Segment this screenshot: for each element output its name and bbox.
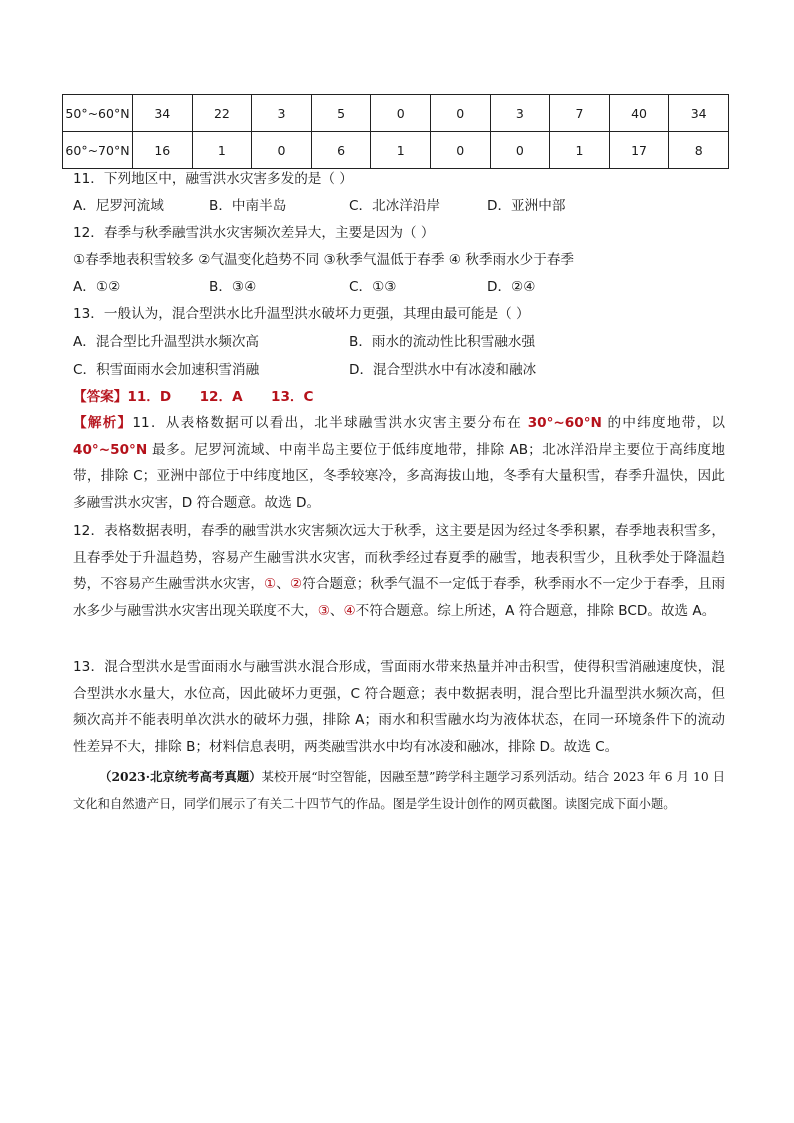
month-count-cell: 3	[490, 95, 550, 132]
q11-option-a: A．尼罗河流域	[73, 198, 164, 214]
month-count-cell: 16	[133, 132, 193, 169]
answer-text: 11．D 12．A 13．C	[127, 389, 314, 405]
month-count-cell: 0	[430, 95, 490, 132]
month-count-cell: 22	[192, 95, 252, 132]
table-row	[63, 132, 729, 169]
month-count-cell: 17	[609, 132, 669, 169]
month-count-cell: 34	[669, 95, 729, 132]
month-count-cell: 1	[371, 132, 431, 169]
q13-option-c: C．积雪面雨水会加速积雪消融	[73, 362, 260, 378]
answer-label: 【答案】	[73, 389, 128, 405]
month-count-cell: 0	[430, 132, 490, 169]
latitude-band-cell: 50°~60°N	[63, 95, 133, 132]
q12-option-a: A．①②	[73, 279, 121, 295]
q12-statements: ①春季地表积雪较多 ②气温变化趋势不同 ③秋季气温低于春季 ④ 秋季雨水少于春季	[73, 252, 575, 268]
q13-option-a: A．混合型比升温型洪水频次高	[73, 334, 260, 350]
intro-text: 某校开展“时空智能，因融至慧”跨学科主题学习系列活动。结合 2023 年 6 月 10 日文化和自然遗产日，同学们展示了有关二十四节气的作品。图是学生设计创作的网页截图。读图完成下面小题。	[73, 770, 725, 811]
table-row	[63, 95, 729, 132]
month-count-cell: 8	[669, 132, 729, 169]
month-count-cell: 1	[192, 132, 252, 169]
month-count-cell: 34	[133, 95, 193, 132]
exam-source: （2023·北京统考高考真题）	[99, 769, 262, 784]
month-count-cell: 1	[550, 132, 610, 169]
next-question-intro	[73, 763, 725, 818]
analysis-label: 【解析】	[73, 415, 133, 431]
month-count-cell: 6	[311, 132, 371, 169]
month-count-cell: 0	[252, 132, 312, 169]
q13-option-d: D．混合型洪水中有冰凌和融冰	[349, 362, 537, 378]
q12-option-d: D．②④	[487, 279, 536, 295]
month-count-cell: 0	[490, 132, 550, 169]
q11-option-c: C．北冰洋沿岸	[349, 198, 441, 214]
answer-line	[73, 388, 313, 406]
latitude-band-cell: 60°~70°N	[63, 132, 133, 169]
analysis-q11: 【解析】11．从表格数据可以看出，北半球融雪洪水灾害主要分布在 30°~60°N 的中纬度地带，以 40°~50°N 最多。尼罗河流域、中南半岛主要位于低纬度地带，排除 AB；北冰洋沿岸主要位于高纬度地带，排除 C；亚洲中部位于中纬度地区，冬季较寒冷，多高海拔山地，冬季有大量积雪，春季升温快，因此多融雪洪水灾害，D 符合题意。故选 D。	[73, 415, 726, 511]
month-count-cell: 3	[252, 95, 312, 132]
q11-stem: 11．下列地区中，融雪洪水灾害多发的是（ ）	[73, 171, 353, 187]
month-count-cell: 0	[371, 95, 431, 132]
q11-option-b: B．中南半岛	[209, 198, 287, 214]
q13-stem: 13．一般认为，混合型洪水比升温型洪水破坏力更强，其理由最可能是（ ）	[73, 306, 530, 322]
month-count-cell: 5	[311, 95, 371, 132]
q12-stem: 12．春季与秋季融雪洪水灾害频次差异大，主要是因为（ ）	[73, 225, 435, 241]
month-count-cell: 7	[550, 95, 610, 132]
snowmelt-flood-frequency-table	[62, 94, 729, 169]
latitude-band-peak: 40°~50°N	[73, 441, 148, 458]
q12-option-c: C．①③	[349, 279, 397, 295]
analysis-q12: 12．表格数据表明，春季的融雪洪水灾害频次远大于秋季，这主要是因为经过冬季积累，春季地表积雪多，且春季处于升温趋势，容易产生融雪洪水灾害，而秋季经过春夏季的融雪，地表积雪少，且秋季处于降温趋势，不容易产生融雪洪水灾害，①、②符合题意；秋季气温不一定低于春季，秋季雨水不一定少于春季，且雨水多少与融雪洪水灾害出现关联度不大，③、④不符合题意。综上所述，A 符合题意，排除 BCD。故选 A。	[73, 523, 726, 619]
latitude-band-main: 30°~60°N	[527, 415, 602, 431]
q12-option-b: B．③④	[209, 279, 257, 295]
q11-option-d: D．亚洲中部	[487, 198, 566, 214]
month-count-cell: 40	[609, 95, 669, 132]
q13-option-b: B．雨水的流动性比积雪融水强	[349, 334, 536, 350]
analysis-q13: 13．混合型洪水是雪面雨水与融雪洪水混合形成，雪面雨水带来热量并冲击积雪，使得积雪消融速度快，混合型洪水水量大，水位高，因此破坏力更强，C 符合题意；表中数据表明，混合型比升温型洪水频次高，但频次高并不能表明单次洪水的破坏力强，排除 A；雨水和积雪融水均为液体状态，在同一环境条件下的流动性差异不大，排除 B；材料信息表明，两类融雪洪水中均有冰凌和融冰，排除 D。故选 C。	[73, 659, 725, 755]
